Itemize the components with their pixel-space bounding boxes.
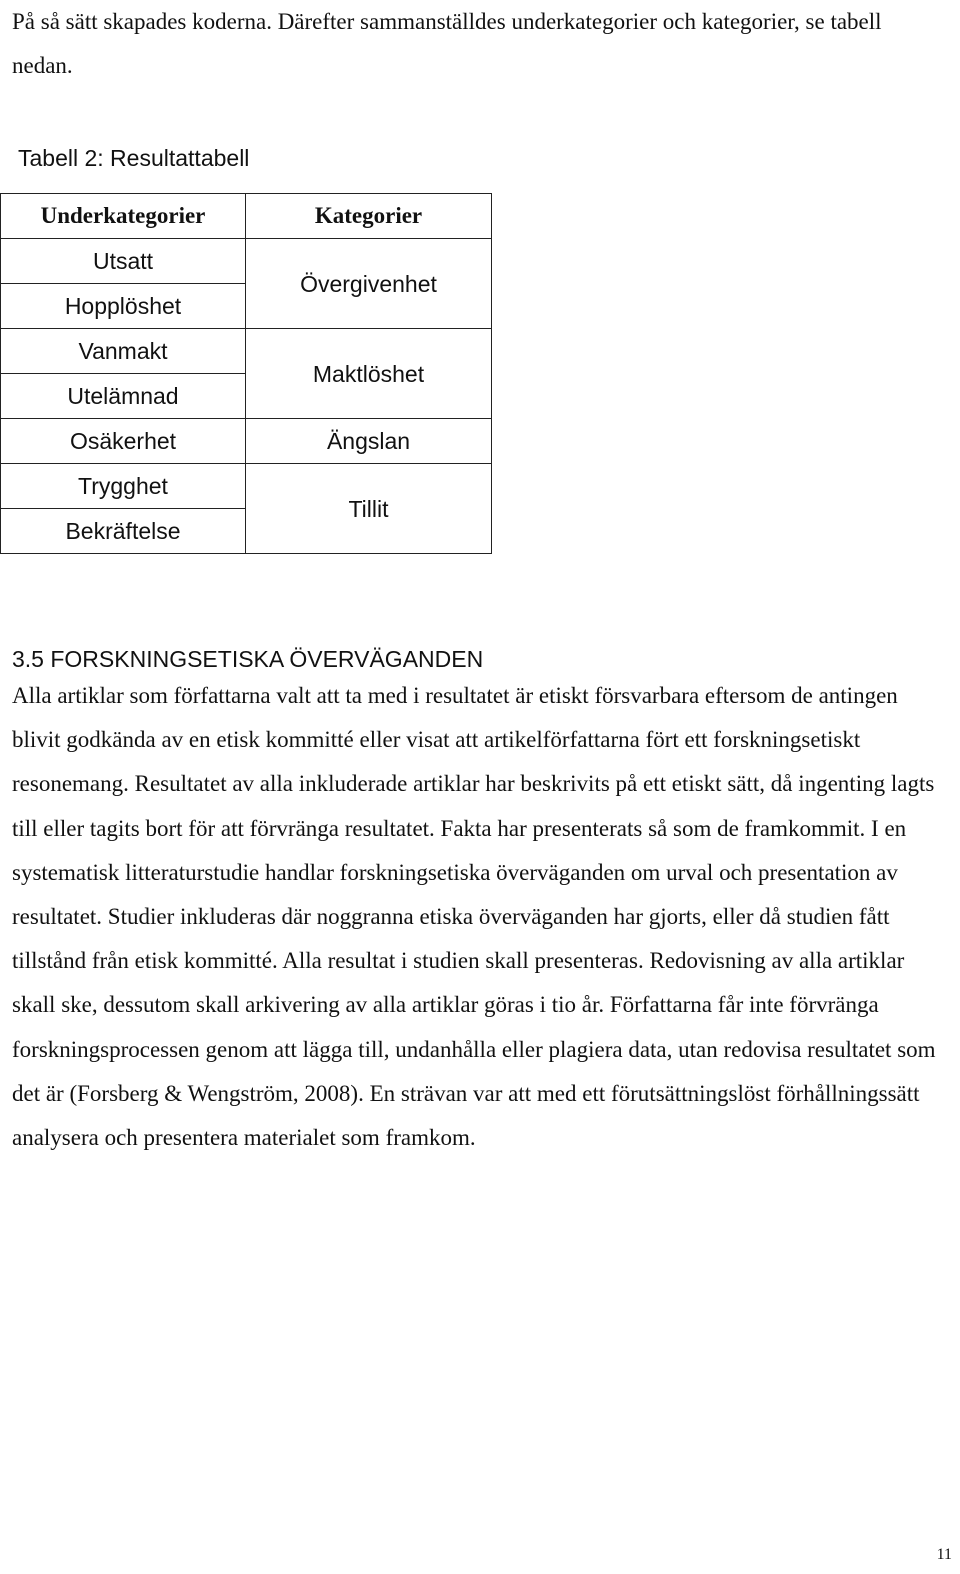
column-header-subcategories: Underkategorier [1, 194, 246, 239]
category-cell: Ängslan [246, 419, 492, 464]
subcategory-cell: Hopplöshet [1, 284, 246, 329]
category-cell: Tillit [246, 464, 492, 554]
subcategory-cell: Bekräftelse [1, 509, 246, 554]
section-body-paragraph: Alla artiklar som författarna valt att ta med i resultatet är etiskt försvarbara eftersom de antingen blivit godkända av en etisk kommitté eller visat att artikelförfattarna fört ett forskningsetiskt resonemang. Resultatet av alla inkluderade artiklar har beskrivits på ett etiskt sätt, då ingenting lagts till eller tagits bort för att förvränga resultatet. Fakta har presenterats så som de framkommit. I en systematisk litteraturstudie handlar forskningsetiska överväganden om urval och presentation av resultatet. Studier inkluderas där noggranna etiska överväganden har gjorts, eller då studien fått tillstånd från etisk kommitté. Alla resultat i studien skall presenteras. Redovisning av alla artiklar skall ske, dessutom skall arkivering av alla artiklar göras i tio år. Författarna får inte förvränga forskningsprocessen genom att lägga till, undanhålla eller plagiera data, utan redovisa resultatet som det är (Forsberg & Wengström, 2008). En strävan var att med ett förutsättningslöst förhållningssätt analysera och presentera materialet som framkom. [12, 683, 936, 1151]
table-caption: Tabell 2: Resultattabell [18, 145, 250, 171]
category-cell: Maktlöshet [246, 329, 492, 419]
table-row [1, 239, 492, 284]
table-header-row [1, 194, 492, 239]
page-number: 11 [936, 1546, 952, 1563]
subcategory-cell: Utelämnad [1, 374, 246, 419]
subcategory-cell: Utsatt [1, 239, 246, 284]
table-row [1, 419, 492, 464]
intro-paragraph: På så sätt skapades koderna. Därefter sammanställdes underkategorier och kategorier, se tabell nedan. [12, 9, 882, 78]
subcategory-cell: Vanmakt [1, 329, 246, 374]
section-heading: 3.5 FORSKNINGSETISKA ÖVERVÄGANDEN [12, 646, 484, 672]
table-row [1, 464, 492, 509]
result-table [0, 193, 492, 554]
subcategory-cell: Trygghet [1, 464, 246, 509]
category-cell: Övergivenhet [246, 239, 492, 329]
subcategory-cell: Osäkerhet [1, 419, 246, 464]
table-row [1, 329, 492, 374]
column-header-categories: Kategorier [246, 194, 492, 239]
